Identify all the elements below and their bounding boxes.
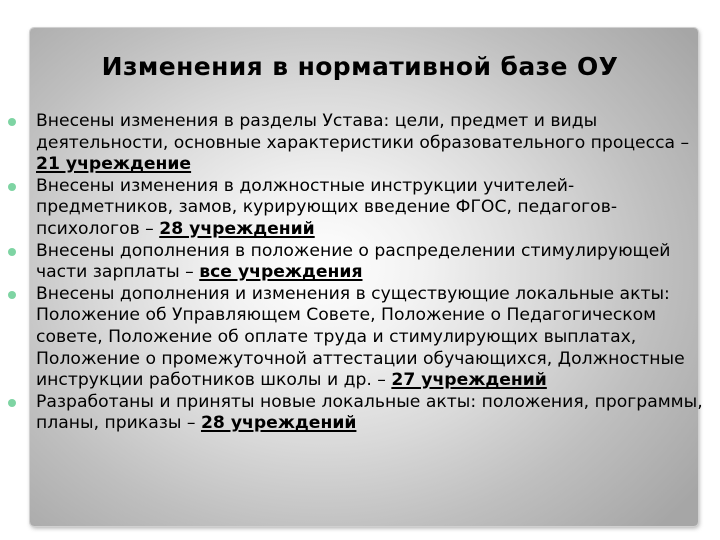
bullet-item bbox=[36, 241, 712, 284]
bullet-text: Внесены изменения в должностные инструкции учителей- предметников, замов, курирующих введение ФГОС, педагогов-психологов – bbox=[36, 175, 618, 239]
bullet-emphasis: 27 учреждений bbox=[391, 370, 547, 391]
bullet-item bbox=[36, 392, 712, 435]
bullet-dot-icon bbox=[8, 248, 16, 256]
bullet-dot-icon bbox=[8, 118, 16, 126]
bullet-emphasis: 21 учреждение bbox=[36, 154, 192, 175]
bullet-text: Разработаны и приняты новые локальные акты: положения, программы, планы, приказы – bbox=[36, 391, 703, 434]
bullet-dot-icon bbox=[8, 183, 16, 191]
bullet-dot-icon bbox=[8, 291, 16, 299]
bullet-item bbox=[36, 111, 712, 176]
bullet-dot-icon bbox=[8, 399, 16, 407]
bullet-emphasis: все учреждения bbox=[199, 262, 363, 283]
bullet-text: Внесены дополнения и изменения в существующие локальные акты: Положение об Управляющем Совете, Положение о Педагогическом совете, Положение об оплате труда и стимулирующих выплатах, Положение о промежуточной аттестации обучающихся, Должностные инструкции работников школы и др. – bbox=[36, 283, 685, 391]
bullet-emphasis: 28 учреждений bbox=[159, 218, 315, 239]
bullet-text: Внесены изменения в разделы Устава: цели, предмет и виды деятельности, основные характеристики образовательного процесса – bbox=[36, 111, 690, 153]
bullet-emphasis: 28 учреждений bbox=[200, 413, 357, 434]
bullet-item bbox=[36, 176, 712, 241]
bullet-text: Внесены дополнения в положение о распределении стимулирующей части зарплаты – bbox=[36, 240, 671, 283]
slide-title: Изменения в нормативной базе ОУ bbox=[101, 52, 619, 81]
bullet-item bbox=[36, 284, 712, 392]
bullet-list bbox=[36, 111, 712, 435]
